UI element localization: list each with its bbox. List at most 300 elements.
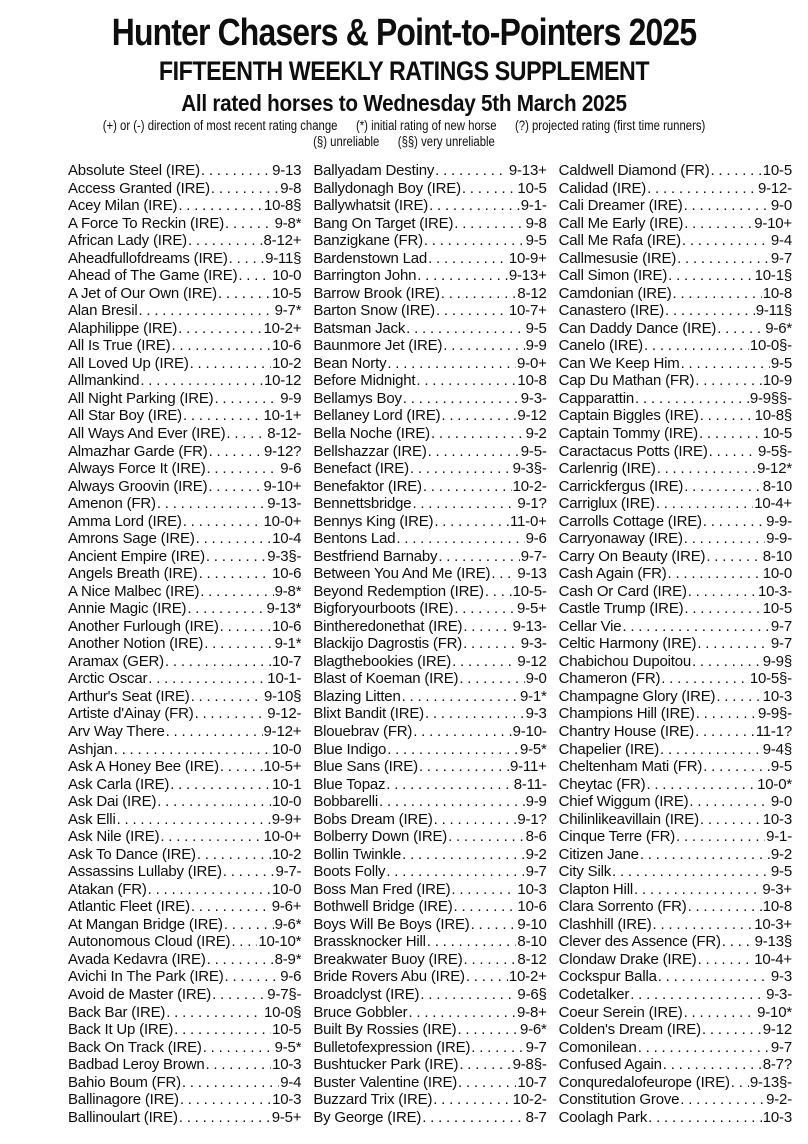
dot-leader [206, 1056, 272, 1074]
dot-leader [612, 863, 770, 881]
rating-row [313, 232, 546, 250]
horse-rating: 9-6* [274, 915, 302, 933]
dot-leader [684, 215, 753, 233]
rating-row [313, 688, 546, 706]
horse-name: Artiste d'Ainay (FR) [68, 705, 194, 723]
horse-name: All Night Parking (IRE) [68, 389, 214, 407]
rating-row [313, 635, 546, 653]
horse-name: Clondaw Drake (IRE) [558, 950, 697, 968]
rating-row [68, 302, 301, 320]
dot-leader [622, 618, 769, 636]
horse-rating: 9-7 [770, 617, 792, 635]
horse-name: A Nice Malbec (IRE) [68, 582, 200, 600]
dot-leader [403, 390, 520, 408]
horse-name: Blue Topaz [313, 775, 386, 793]
rating-row [559, 337, 792, 355]
dot-leader [412, 495, 516, 513]
horse-rating: 10-5 [762, 424, 792, 442]
rating-row [559, 548, 792, 566]
horse-name: Benefact (IRE) [313, 460, 409, 478]
dot-leader [191, 898, 271, 916]
rating-row [559, 1056, 792, 1074]
horse-name: Bellshazzar (IRE) [313, 442, 427, 460]
dot-leader [203, 1039, 274, 1057]
horse-name: Captain Biggles (IRE) [558, 407, 699, 425]
horse-rating: 10-0 [272, 740, 302, 758]
horse-rating: 9-2 [770, 845, 792, 863]
horse-rating: 9-0+ [517, 354, 547, 372]
dot-leader [684, 530, 765, 548]
horse-rating: 9-7 [770, 635, 792, 653]
horse-rating: 10-9 [762, 372, 792, 390]
rating-row [559, 232, 792, 250]
horse-rating: 9-13- [267, 495, 302, 513]
horse-rating: 9-7* [274, 302, 302, 320]
horse-name: Bestfriend Barnaby [313, 547, 438, 565]
dot-leader [180, 1091, 271, 1109]
horse-rating: 9-3- [520, 389, 547, 407]
horse-name: Ancient Empire (IRE) [68, 547, 205, 565]
dot-leader [485, 583, 512, 601]
dot-leader [676, 828, 765, 846]
dot-leader [238, 267, 271, 285]
horse-name: Boys Will Be Boys (IRE) [313, 915, 470, 933]
horse-name: Call Simon (IRE) [558, 267, 668, 285]
horse-rating: 9-6 [280, 968, 302, 986]
dot-leader [695, 372, 761, 390]
rating-row [68, 951, 301, 969]
horse-rating: 9-8 [280, 179, 302, 197]
rating-row [68, 741, 301, 759]
horse-name: Arthur's Seat (IRE) [68, 687, 190, 705]
horse-name: Aramax (GER) [68, 652, 164, 670]
legend-very-unreliable: (§§) very unreliable [397, 134, 495, 149]
rating-row [559, 530, 792, 548]
rating-row [68, 793, 301, 811]
horse-rating: 10-3 [762, 1108, 792, 1126]
horse-name: Boots Folly [313, 863, 386, 881]
dot-leader [157, 793, 271, 811]
horse-rating: 9-9+ [271, 810, 302, 828]
dot-leader [657, 460, 756, 478]
dot-leader [204, 635, 273, 653]
horse-name: Caldwell Diamond (FR) [558, 162, 710, 179]
horse-name: Another Furlough (IRE) [68, 617, 219, 635]
dot-leader [689, 793, 769, 811]
horse-rating: 10-10* [258, 933, 302, 951]
rating-row [68, 1021, 301, 1039]
horse-name: Amenon (FR) [68, 495, 156, 513]
horse-rating: 9-2- [766, 1091, 792, 1109]
dot-leader [425, 705, 525, 723]
legend-rating-change: (+) or (-) direction of most recent rating change [102, 118, 338, 133]
horse-name: Bardenstown Lad [313, 249, 428, 267]
rating-row [313, 705, 546, 723]
horse-rating: 9-3§- [512, 460, 547, 478]
dot-leader [677, 250, 770, 268]
dot-leader [443, 337, 524, 355]
horse-name: Bean Norty [313, 354, 387, 372]
rating-row [313, 197, 546, 215]
page-header [0, 12, 808, 149]
rating-row [559, 162, 792, 180]
rating-row [313, 250, 546, 268]
dot-leader [454, 215, 524, 233]
horse-rating: 8-12- [267, 424, 302, 442]
rating-row [68, 495, 301, 513]
rating-row [313, 758, 546, 776]
rating-row [313, 1091, 546, 1109]
horse-name: Clapton Hill [558, 880, 633, 898]
horse-name: Bothwell Bridge (IRE) [313, 898, 453, 916]
rating-row [559, 793, 792, 811]
horse-rating: 10-6 [272, 565, 302, 583]
dot-leader [463, 635, 520, 653]
dot-leader [696, 705, 757, 723]
dot-leader [187, 600, 265, 618]
rating-row [559, 881, 792, 899]
rating-row [68, 688, 301, 706]
dot-leader [195, 705, 267, 723]
dot-leader [688, 898, 762, 916]
horse-name: Carryonaway (IRE) [558, 530, 683, 548]
horse-rating: 9-9 [280, 389, 302, 407]
dot-leader [448, 828, 525, 846]
horse-name: Alan Bresil [68, 302, 138, 320]
horse-name: Atlantic Fleet (IRE) [68, 898, 190, 916]
rating-row [313, 180, 546, 198]
horse-name: Ask To Dance (IRE) [68, 845, 196, 863]
rating-row [68, 355, 301, 373]
horse-name: Canelo (IRE) [558, 337, 643, 355]
horse-name: Chapelier (IRE) [558, 740, 660, 758]
dot-leader [424, 232, 525, 250]
dot-leader [406, 320, 524, 338]
horse-rating: 9-8§- [512, 1056, 547, 1074]
horse-rating: 10-5 [272, 1021, 302, 1039]
dot-leader [647, 180, 757, 198]
horse-rating: 9-10 [517, 915, 547, 933]
dot-leader [635, 390, 749, 408]
dot-leader [660, 741, 762, 759]
ratings-column-a [68, 162, 301, 1126]
dot-leader [684, 1004, 757, 1022]
horse-rating: 9-9 [525, 793, 547, 811]
rating-row [68, 548, 301, 566]
rating-row [68, 460, 301, 478]
rating-row [559, 916, 792, 934]
horse-rating: 9-11§ [755, 302, 792, 320]
rating-row [313, 933, 546, 951]
rating-row [559, 250, 792, 268]
rating-row [313, 1039, 546, 1057]
horse-rating: 9-10* [757, 1003, 792, 1021]
rating-row [68, 881, 301, 899]
dot-leader [634, 881, 761, 899]
horse-name: Chief Wiggum (IRE) [558, 793, 689, 811]
dot-leader [466, 968, 508, 986]
horse-name: Champagne Glory (IRE) [558, 687, 716, 705]
horse-name: Bennys King (IRE) [313, 512, 434, 530]
horse-rating: 10-3+ [754, 915, 792, 933]
horse-rating: 10-1 [272, 775, 302, 793]
dot-leader [402, 688, 519, 706]
dot-leader [668, 267, 753, 285]
dot-leader [188, 232, 263, 250]
dot-leader [166, 1004, 263, 1022]
horse-rating: 10-7 [517, 1073, 547, 1091]
horse-rating: 8-7 [525, 1108, 547, 1126]
horse-rating: 9-4 [770, 232, 792, 250]
rating-row [313, 513, 546, 531]
horse-name: Amrons Sage (IRE) [68, 530, 195, 548]
horse-rating: 9-8* [274, 214, 302, 232]
rating-row [559, 1091, 792, 1109]
dot-leader [648, 1109, 762, 1127]
dot-leader [491, 565, 516, 583]
horse-rating: 10-3 [762, 810, 792, 828]
horse-rating: 9-13+ [508, 267, 547, 285]
horse-rating: 9-12? [263, 442, 302, 460]
horse-name: Bobbarelli [313, 793, 379, 811]
horse-rating: 9-9 [525, 337, 547, 355]
horse-name: Avichi In The Park (IRE) [68, 968, 224, 986]
horse-name: Ahead of The Game (IRE) [68, 267, 238, 285]
rating-row [313, 793, 546, 811]
dot-leader [196, 530, 271, 548]
horse-name: Back It Up (IRE) [68, 1021, 174, 1039]
horse-rating: 9-9§- [757, 705, 792, 723]
horse-name: Champions Hill (IRE) [558, 705, 695, 723]
dot-leader [435, 162, 508, 180]
rating-row [68, 215, 301, 233]
dot-leader [214, 390, 279, 408]
horse-rating: 10-7+ [508, 302, 547, 320]
dot-leader [711, 162, 762, 180]
horse-rating: 10-8§ [263, 197, 302, 215]
rating-row [559, 478, 792, 496]
horse-name: Constitution Grove [558, 1091, 680, 1109]
page-title: Hunter Chasers & Point-to-Pointers 2025 [111, 12, 697, 54]
rating-row [559, 846, 792, 864]
horse-rating: 9-13§- [749, 1073, 792, 1091]
dot-leader [428, 443, 520, 461]
horse-name: Allmankind [68, 372, 140, 390]
rating-row [68, 390, 301, 408]
horse-name: Always Groovin (IRE) [68, 477, 208, 495]
horse-rating: 8-10 [517, 933, 547, 951]
horse-name: Alaphilippe (IRE) [68, 319, 178, 337]
horse-name: African Lady (IRE) [68, 232, 187, 250]
dot-leader [402, 846, 524, 864]
dot-leader [386, 776, 512, 794]
dot-leader [224, 916, 274, 934]
horse-name: Angels Breath (IRE) [68, 565, 198, 583]
horse-rating: 10-6 [272, 337, 302, 355]
horse-rating: 9-10+ [263, 477, 302, 495]
horse-name: Ask A Honey Bee (IRE) [68, 758, 219, 776]
dot-leader [699, 425, 762, 443]
horse-rating: 9-1* [519, 687, 547, 705]
dot-leader [668, 565, 762, 583]
dot-leader [182, 1074, 279, 1092]
rating-row [559, 723, 792, 741]
horse-name: Bintheredonethat (IRE) [313, 617, 463, 635]
horse-name: Avada Kedavra (IRE) [68, 950, 206, 968]
horse-rating: 10-3 [272, 1056, 302, 1074]
horse-rating: 9-10- [512, 723, 547, 740]
dot-leader [212, 986, 266, 1004]
dot-leader [416, 372, 516, 390]
rating-row [313, 390, 546, 408]
horse-name: All Star Boy (IRE) [68, 407, 182, 425]
horse-name: Ballinagore (IRE) [68, 1091, 179, 1109]
dot-leader [148, 881, 271, 899]
rating-row [313, 1004, 546, 1022]
horse-rating: 10-4 [272, 530, 302, 548]
horse-rating: 10-3- [757, 582, 792, 600]
dot-leader [200, 583, 273, 601]
horse-name: Clashhill (IRE) [558, 915, 652, 933]
rating-row [313, 583, 546, 601]
dot-leader [157, 495, 266, 513]
rating-row [68, 986, 301, 1004]
rating-row [559, 460, 792, 478]
horse-name: Always Force It (IRE) [68, 460, 206, 478]
horse-rating: 9-4§ [762, 740, 792, 758]
dot-leader [661, 670, 749, 688]
horse-name: Camdonian (IRE) [558, 284, 672, 302]
dot-leader [673, 285, 762, 303]
horse-rating: 9-5 [770, 758, 792, 776]
horse-rating: 9-13 [272, 162, 302, 179]
horse-name: Autonomous Cloud (IRE) [68, 933, 231, 951]
horse-rating: 9-6 [525, 530, 547, 548]
horse-rating: 9-5 [770, 354, 792, 372]
horse-rating: 9-3 [770, 968, 792, 986]
horse-name: Confused Again [558, 1056, 662, 1074]
dot-leader [140, 372, 263, 390]
dot-leader [665, 302, 755, 320]
horse-name: Cheltenham Mati (FR) [558, 758, 703, 776]
rating-row [313, 1074, 546, 1092]
dot-leader [206, 548, 266, 566]
horse-name: Aheadfullofdreams (IRE) [68, 249, 228, 267]
dot-leader [638, 1039, 770, 1057]
horse-name: Cali Dreamer (IRE) [558, 197, 683, 215]
legend-line-2 [65, 134, 744, 149]
horse-name: Carriglux (IRE) [558, 495, 655, 513]
rating-row [559, 197, 792, 215]
dot-leader [211, 180, 279, 198]
horse-name: Citizen Jane [558, 845, 639, 863]
rating-row [559, 285, 792, 303]
rating-row [68, 968, 301, 986]
dot-leader [183, 513, 263, 531]
horse-rating: 10-2 [272, 845, 302, 863]
dot-leader [386, 863, 524, 881]
horse-name: Ashjan [68, 740, 113, 758]
horse-rating: 9-3+ [762, 880, 792, 898]
rating-row [559, 968, 792, 986]
horse-rating: 9-13- [512, 617, 547, 635]
rating-row [68, 653, 301, 671]
rating-row [68, 670, 301, 688]
horse-name: Atakan (FR) [68, 880, 147, 898]
horse-rating: 10-1§ [754, 267, 792, 285]
dot-leader [459, 670, 524, 688]
dot-leader [700, 811, 762, 829]
horse-rating: 9-1* [274, 635, 302, 653]
dot-leader [190, 355, 271, 373]
horse-name: Buster Valentine (IRE) [313, 1073, 458, 1091]
rating-row [559, 1004, 792, 1022]
dot-leader [160, 828, 262, 846]
dot-leader [709, 443, 757, 461]
dot-leader [191, 688, 263, 706]
horse-name: Bollin Twinkle [313, 845, 402, 863]
horse-rating: 9-11+ [509, 758, 547, 776]
dot-leader [417, 267, 508, 285]
rating-row [68, 758, 301, 776]
horse-rating: 10-2- [512, 1091, 547, 1109]
rating-row [313, 828, 546, 846]
horse-rating: 9-0 [525, 670, 547, 688]
horse-rating: 8-10 [762, 477, 792, 495]
dot-leader [658, 968, 770, 986]
dot-leader [458, 1074, 516, 1092]
rating-row [68, 180, 301, 198]
horse-name: Blackijo Dagrostis (FR) [313, 635, 463, 653]
horse-rating: 9-1- [766, 828, 792, 846]
dot-leader [731, 1074, 749, 1092]
dot-leader [413, 723, 511, 741]
horse-rating: 10-0+ [263, 512, 302, 530]
horse-rating: 10-9+ [508, 249, 547, 267]
horse-name: At Mangan Bridge (IRE) [68, 915, 223, 933]
horse-rating: 10-0+ [263, 828, 302, 846]
horse-name: Arv Way There [68, 723, 165, 740]
horse-name: Buzzard Trix (IRE) [313, 1091, 433, 1109]
rating-row [68, 776, 301, 794]
horse-rating: 9-8 [525, 214, 547, 232]
horse-rating: 10-0 [272, 267, 302, 285]
horse-name: Bushtucker Park (IRE) [313, 1056, 459, 1074]
dot-leader [431, 425, 525, 443]
horse-rating: 9-5 [525, 319, 547, 337]
rating-row [68, 513, 301, 531]
dot-leader [208, 478, 262, 496]
horse-name: Coeur Serein (IRE) [558, 1003, 683, 1021]
horse-name: Ballyadam Destiny [313, 162, 435, 179]
dot-leader [452, 653, 516, 671]
horse-rating: 11-0+ [509, 512, 547, 530]
horse-name: Benefaktor (IRE) [313, 477, 422, 495]
horse-name: Colden's Dream (IRE) [558, 1021, 701, 1039]
horse-rating: 9-3- [520, 635, 547, 653]
horse-name: Call Me Early (IRE) [558, 214, 684, 232]
horse-name: Another Notion (IRE) [68, 635, 204, 653]
horse-name: Bruce Gobbler [313, 1003, 408, 1021]
rating-row [559, 267, 792, 285]
horse-rating: 10-8 [517, 372, 547, 390]
rating-row [68, 267, 301, 285]
horse-rating: 10-6 [517, 898, 547, 916]
horse-rating: 9-7 [770, 1038, 792, 1056]
horse-name: Badbad Leroy Brown [68, 1056, 205, 1074]
dot-leader [231, 933, 257, 951]
dot-leader [218, 285, 271, 303]
